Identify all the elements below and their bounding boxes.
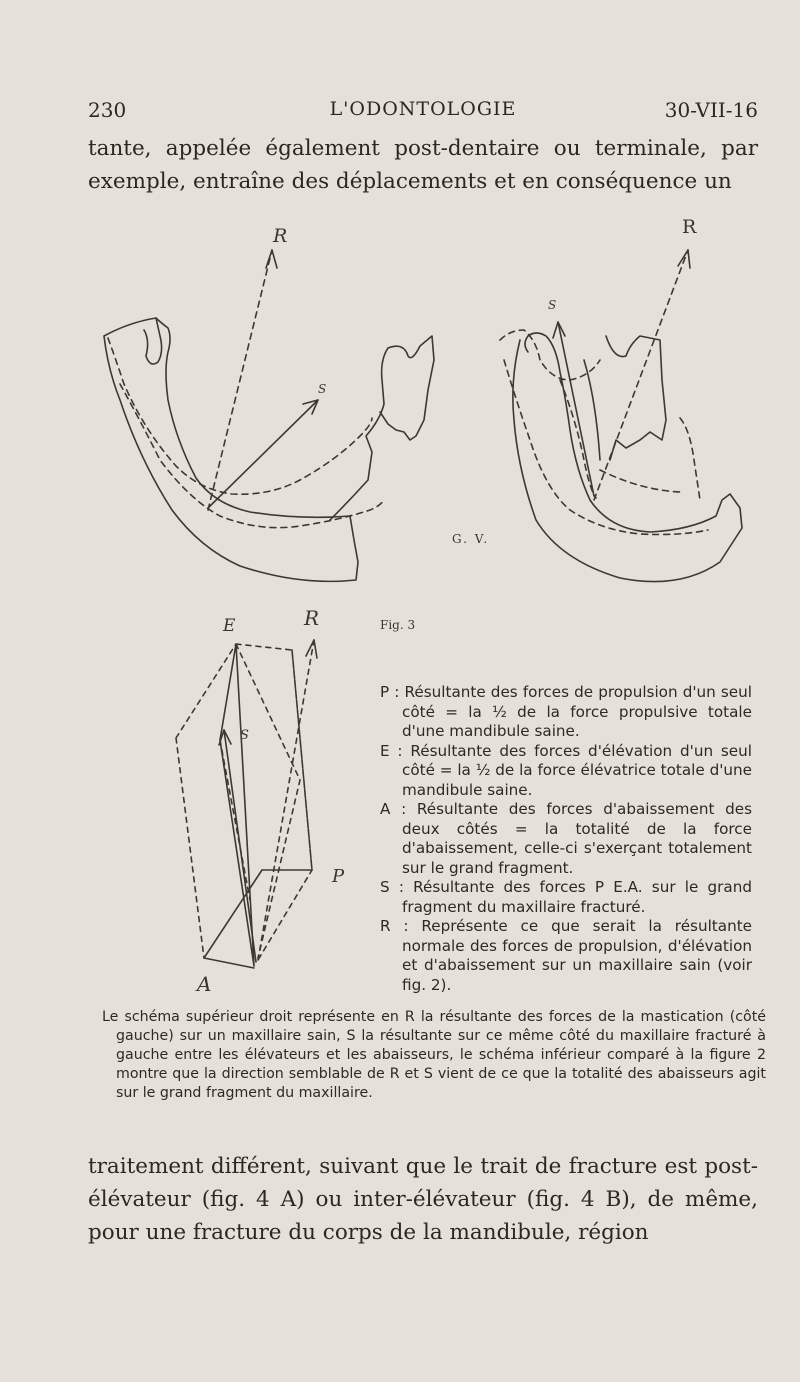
legend-item-R: R : Représente ce que serait la résultante normale des forces de propulsion, d'élévation et d'abaissement sur un maxillaire sain (voir fig. 2). xyxy=(380,917,752,994)
label-R-right: R xyxy=(682,216,697,238)
left-mandible-drawing xyxy=(104,250,434,581)
right-mandible-drawing xyxy=(500,250,742,582)
right-arrow-S-line xyxy=(558,322,594,496)
legend-item-A: A : Résultante des forces d'abaissement des deux côtés = la totalité de la force d'abaissement, celle-ci s'exerçant totalement sur le grand fragment. xyxy=(380,800,752,877)
right-ramus-outline xyxy=(584,336,666,460)
left-fragment-outline xyxy=(330,336,434,520)
journal-title: L'ODONTOLOGIE xyxy=(329,98,517,120)
left-mandible-outline xyxy=(104,318,358,581)
label-E: E xyxy=(223,616,236,636)
label-P: P xyxy=(332,866,345,887)
fig-number-label: Fig. 3 xyxy=(380,618,416,632)
label-S-lower: S xyxy=(240,728,249,743)
figure-legend xyxy=(380,683,752,995)
body-text-bottom xyxy=(88,1150,758,1249)
left-arrow-S-line xyxy=(208,400,318,508)
paragraph-top: tante, appelée également post-dentaire ou terminale, par exemple, entraîne des déplacements et en conséquence un xyxy=(88,136,758,194)
label-A: A xyxy=(197,972,212,996)
lower-arrow-S-line xyxy=(224,730,256,962)
paragraph-bottom: traitement différent, suivant que le trait de fracture est post-élévateur (fig. 4 A) ou inter-élévateur (fig. 4 B), de même, pour une fracture du corps de la mandibule, région xyxy=(88,1154,758,1245)
page-number: 230 xyxy=(88,98,127,122)
label-S-right: S xyxy=(548,298,557,312)
signature-label: G. V. xyxy=(452,532,490,546)
legend-item-E: E : Résultante des forces d'élévation d'un seul côté = la ½ de la force élévatrice totale d'une mandibule saine. xyxy=(380,741,752,799)
left-dashed-outline xyxy=(108,338,384,528)
right-mandible-outline xyxy=(513,333,742,582)
parallelogram-dashed xyxy=(176,644,312,960)
issue-date: 30-VII-16 xyxy=(664,98,758,122)
right-arrow-R-line xyxy=(594,250,688,500)
left-arrow-R-line xyxy=(208,250,272,510)
label-R-left: R xyxy=(273,225,288,247)
left-arrow-R-head xyxy=(266,250,277,268)
legend-item-S: S : Résultante des forces P E.A. sur le grand fragment du maxillaire fracturé. xyxy=(380,878,752,916)
label-R-lower: R xyxy=(304,606,320,630)
legend-item-P: P : Résultante des forces de propulsion d'un seul côté = la ½ de la force propulsive totale d'une mandibule saine. xyxy=(380,683,752,740)
label-S-left: S xyxy=(318,382,327,396)
force-parallelogram-diagram xyxy=(176,640,317,968)
figure-caption: Le schéma supérieur droit représente en R la résultante des forces de la mastication (côté gauche) sur un maxillaire sain, S la résultante sur ce même côté du maxillaire fracturé à gauche entre les élévateurs et les abaisseurs, le schéma inférieur comparé à la figure 2 montre que la direction semblable de R et S vient de ce que la totalité des abaisseurs agit sur le grand fragment du maxillaire. xyxy=(102,1009,766,1101)
